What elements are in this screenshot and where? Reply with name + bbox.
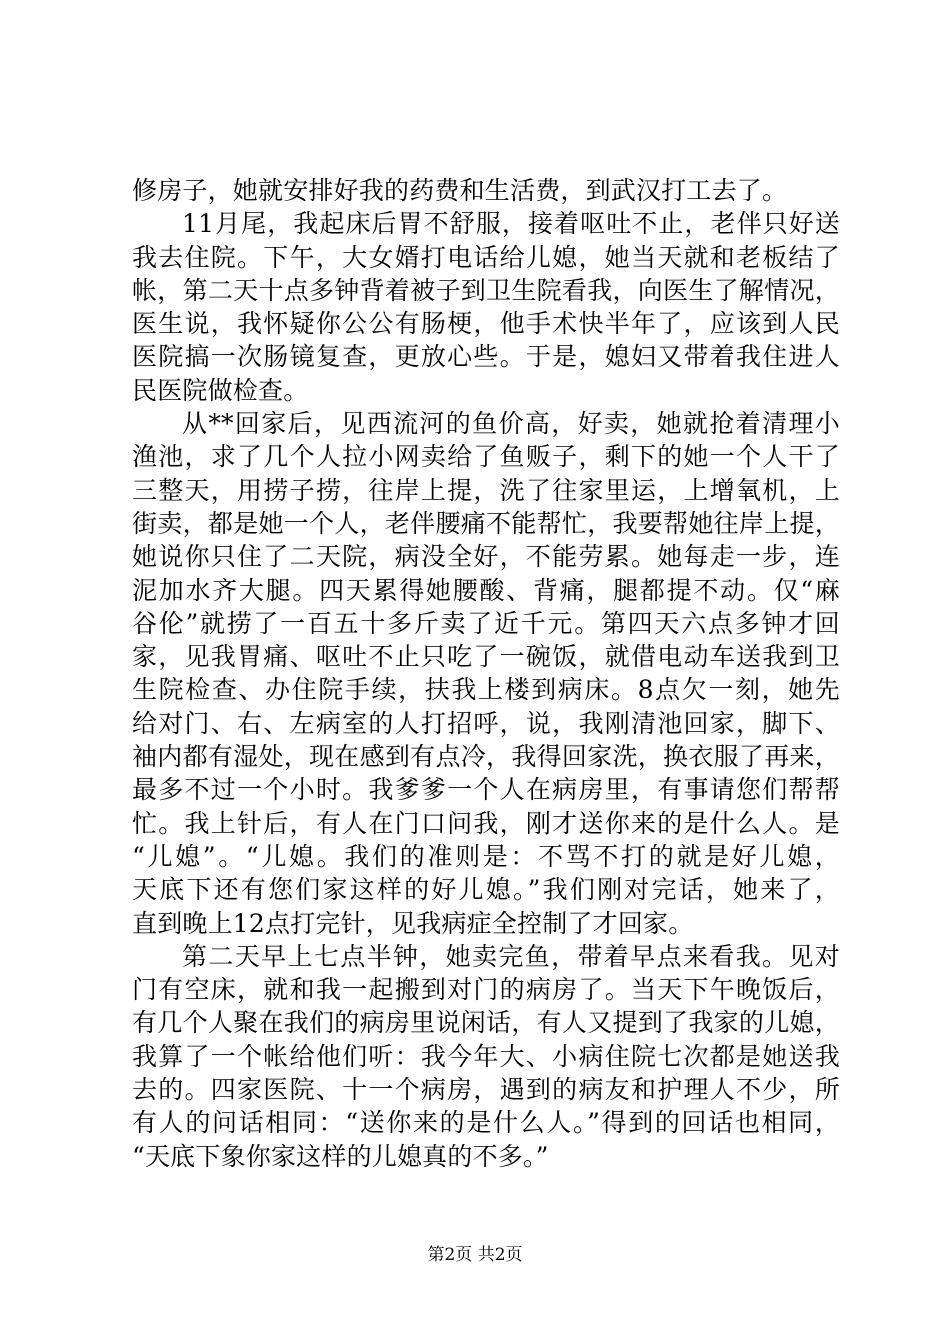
text-line: 天底下还有您们家这样的好儿媳。”我们刚对完话，她来了， [132, 875, 840, 905]
text-line: 去的。四家医院、十一个病房，遇到的病友和护理人不少，所 [132, 1075, 840, 1105]
text-line: 最多不过一个小时。我爹爹一个人在病房里，有事请您们帮帮 [132, 775, 840, 805]
text-line: 泥加水齐大腿。四天累得她腰酸、背痛，腿都提不动。仅“麻 [132, 575, 840, 605]
text-line: 从**回家后，见西流河的鱼价高，好卖，她就抢着清理小 [182, 409, 840, 439]
text-line: 袖内都有湿处，现在感到有点冷，我得回家洗，换衣服了再来， [132, 742, 840, 772]
text-line: 忙。我上针后，有人在门口问我，刚才送你来的是什么人。是 [132, 808, 840, 838]
text-line: 有人的问话相同：“送你来的是什么人。”得到的回话也相同， [132, 1108, 840, 1138]
text-line: 11月尾，我起床后胃不舒服，接着呕吐不止，老伴只好送 [182, 209, 840, 239]
text-line: 家，见我胃痛、呕吐不止只吃了一碗饭，就借电动车送我到卫 [132, 642, 840, 672]
document-body [132, 174, 840, 1173]
text-line: 有几个人聚在我们的病房里说闲话，有人又提到了我家的儿媳， [132, 1008, 840, 1038]
text-line: 修房子，她就安排好我的药费和生活费，到武汉打工去了。 [132, 176, 788, 205]
text-line: 街卖，都是她一个人，老伴腰痛不能帮忙，我要帮她往岸上提， [132, 508, 840, 538]
text-line: “天底下象你家这样的儿媳真的不多。” [132, 1141, 549, 1171]
text-line: 直到晚上12点打完针，见我病症全控制了才回家。 [132, 908, 694, 938]
text-line: 门有空床，就和我一起搬到对门的病房了。当天下午晚饭后， [132, 975, 840, 1005]
text-line: 谷伦”就捞了一百五十多斤卖了近千元。第四天六点多钟才回 [132, 608, 840, 638]
text-line: 医院搞一次肠镜复查，更放心些。于是，媳妇又带着我住进人 [132, 342, 840, 372]
page-number-footer: 第2页 共2页 [427, 1245, 523, 1265]
text-line: 我去住院。下午，大女婿打电话给儿媳，她当天就和老板结了 [132, 242, 840, 272]
text-line: 渔池，求了几个人拉小网卖给了鱼贩子，剩下的她一个人干了 [132, 442, 840, 472]
text-line: 医生说，我怀疑你公公有肠梗，他手术快半年了，应该到人民 [132, 309, 840, 339]
text-line: 我算了一个帐给他们听：我今年大、小病住院七次都是她送我 [132, 1041, 840, 1071]
text-line: 民医院做检查。 [132, 375, 309, 405]
text-line: 三整天，用捞子捞，往岸上提，洗了往家里运，上增氧机，上 [132, 475, 840, 505]
text-line: 第二天早上七点半钟，她卖完鱼，带着早点来看我。见对 [182, 941, 840, 971]
text-line: 给对门、右、左病室的人打招呼，说，我刚清池回家，脚下、 [132, 708, 840, 738]
text-line: 帐，第二天十点多钟背着被子到卫生院看我，向医生了解情况， [132, 275, 840, 305]
text-line: 她说你只住了二天院，病没全好，不能劳累。她每走一步，连 [132, 542, 840, 572]
text-line: 生院检查、办住院手续，扶我上楼到病床。8点欠一刻，她先 [132, 675, 840, 705]
text-line: “儿媳”。“儿媳。我们的准则是：不骂不打的就是好儿媳， [132, 841, 840, 871]
